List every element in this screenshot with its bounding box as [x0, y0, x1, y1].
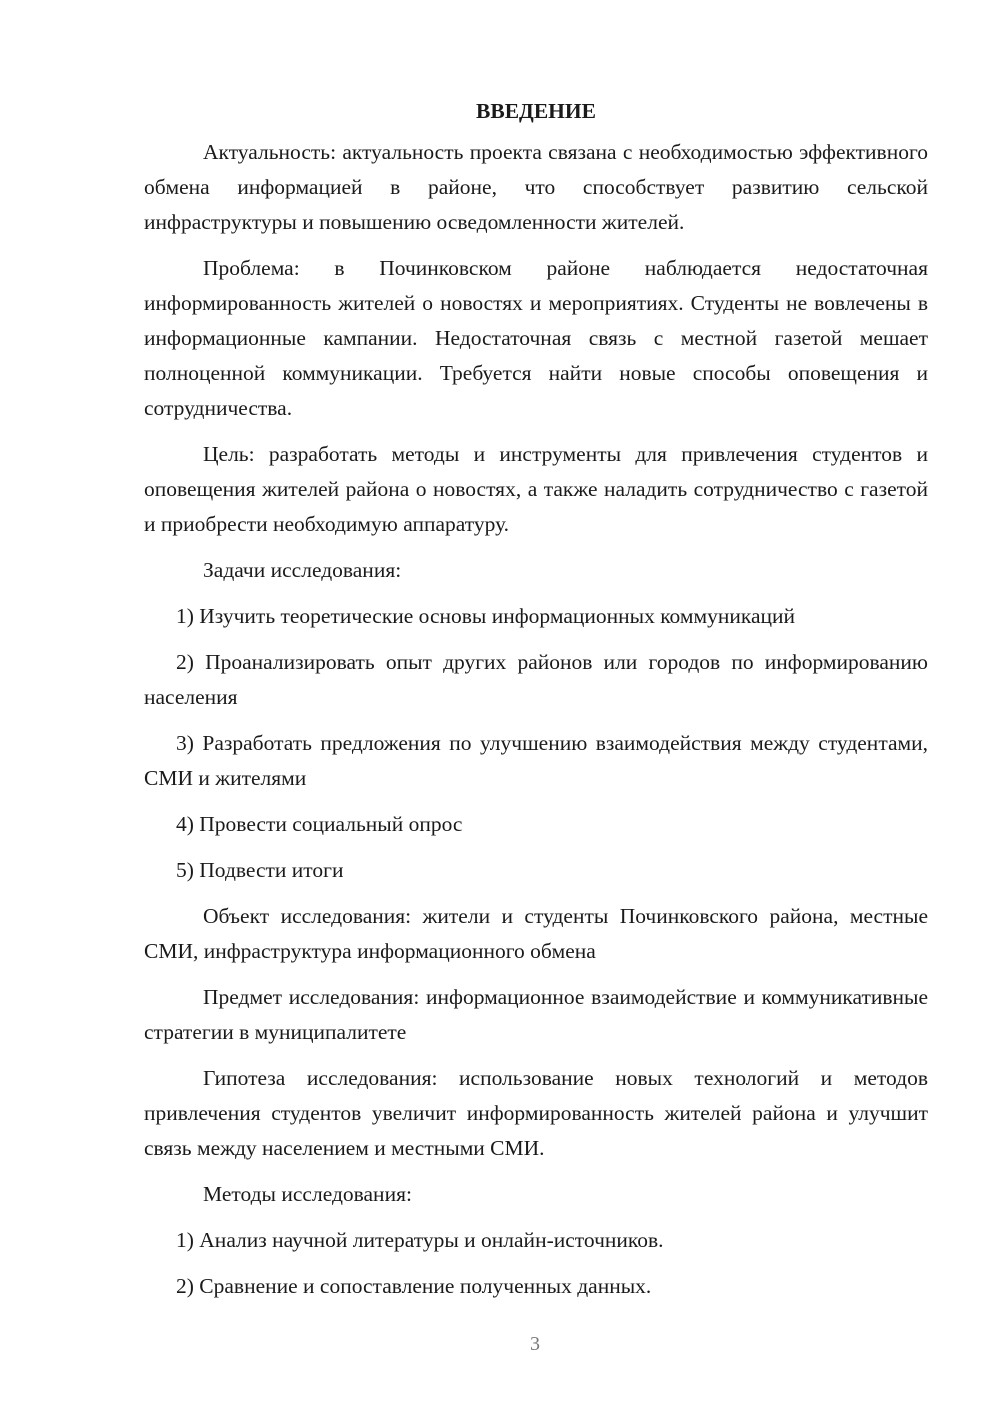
- method-item-1: 1) Анализ научной литературы и онлайн-источников.: [176, 1228, 664, 1252]
- paragraph-object: Объект исследования: жители и студенты Починковского района, местные СМИ, инфраструктура информационного обмена: [144, 904, 928, 963]
- document-page: [144, 96, 928, 1315]
- task-item-3: 3) Разработать предложения по улучшению взаимодействия между студентами, СМИ и жителями: [144, 731, 928, 790]
- task-item-5: 5) Подвести итоги: [176, 858, 344, 882]
- methods-heading: Методы исследования:: [203, 1182, 412, 1206]
- paragraph-goal: Цель: разработать методы и инструменты для привлечения студентов и оповещения жителей района о новостях, а также наладить сотрудничество с газетой и приобрести необходимую аппаратуру.: [144, 442, 928, 536]
- paragraph-relevance: Актуальность: актуальность проекта связана с необходимостью эффективного обмена информацией в районе, что способствует развитию сельской инфраструктуры и повышению осведомленности жителей.: [144, 140, 928, 234]
- task-item-4: 4) Провести социальный опрос: [176, 812, 463, 836]
- paragraph-problem: Проблема: в Починковском районе наблюдается недостаточная информированность жителей о новостях и мероприятиях. Студенты не вовлечены в информационные кампании. Недостаточная связь с местной газетой мешает полноценной коммуникации. Требуется найти новые способы оповещения и сотрудничества.: [144, 256, 928, 420]
- tasks-heading: Задачи исследования:: [203, 558, 402, 582]
- task-item-2: 2) Проанализировать опыт других районов или городов по информированию населения: [144, 650, 928, 709]
- paragraph-subject: Предмет исследования: информационное взаимодействие и коммуникативные стратегии в муниципалитете: [144, 985, 928, 1044]
- section-title: ВВЕДЕНИЕ: [476, 99, 596, 123]
- paragraph-hypothesis: Гипотеза исследования: использование новых технологий и методов привлечения студентов увеличит информированность жителей района и улучшит связь между населением и местными СМИ.: [144, 1066, 928, 1160]
- method-item-2: 2) Сравнение и сопоставление полученных данных.: [176, 1274, 652, 1298]
- task-item-1: 1) Изучить теоретические основы информационных коммуникаций: [176, 604, 796, 628]
- page-number: 3: [530, 1333, 540, 1355]
